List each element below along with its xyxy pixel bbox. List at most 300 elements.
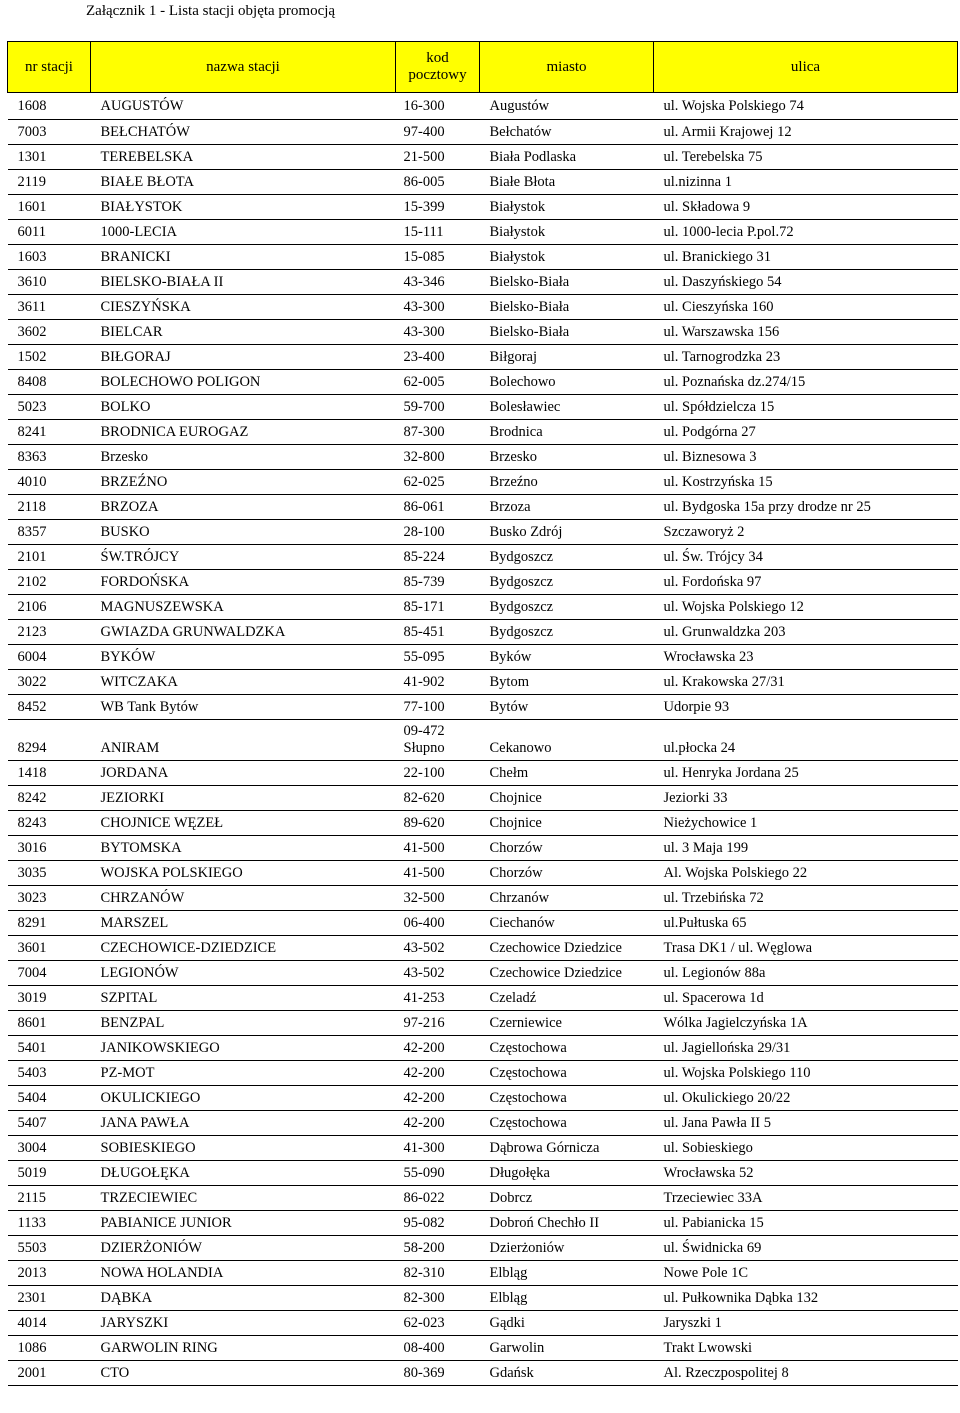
miasto-cell: Bydgoszcz <box>480 620 654 645</box>
nr-stacji-cell: 8243 <box>8 811 91 836</box>
ulica-cell: ul. Kostrzyńska 15 <box>654 470 958 495</box>
miasto-cell: Garwolin <box>480 1336 654 1361</box>
header-kod-line2: pocztowy <box>408 67 467 83</box>
kod-pocztowy-cell: 42-200 <box>396 1036 480 1061</box>
miasto-cell: Dzierżoniów <box>480 1236 654 1261</box>
kod-pocztowy-cell: 97-400 <box>396 120 480 145</box>
miasto-cell: Brzoza <box>480 495 654 520</box>
nazwa-stacji-cell: FORDOŃSKA <box>91 570 396 595</box>
nazwa-stacji-cell: JANIKOWSKIEGO <box>91 1036 396 1061</box>
nr-stacji-cell: 5023 <box>8 395 91 420</box>
kod-pocztowy-cell: 85-224 <box>396 545 480 570</box>
kod-pocztowy-cell: 62-005 <box>396 370 480 395</box>
ulica-cell: ul. Branickiego 31 <box>654 245 958 270</box>
ulica-cell: ul. Poznańska dz.274/15 <box>654 370 958 395</box>
table-row <box>8 470 958 495</box>
nazwa-stacji-cell: DĄBKA <box>91 1286 396 1311</box>
miasto-cell: Czechowice Dziedzice <box>480 961 654 986</box>
miasto-cell: Biłgoraj <box>480 345 654 370</box>
nr-stacji-cell: 4010 <box>8 470 91 495</box>
table-row <box>8 545 958 570</box>
nr-stacji-cell: 2013 <box>8 1261 91 1286</box>
nr-stacji-cell: 3022 <box>8 670 91 695</box>
kod-pocztowy-cell: 41-300 <box>396 1136 480 1161</box>
ulica-cell: ul.Pułtuska 65 <box>654 911 958 936</box>
miasto-cell: Byków <box>480 645 654 670</box>
miasto-cell: Cekanowo <box>480 720 654 761</box>
nazwa-stacji-cell: OKULICKIEGO <box>91 1086 396 1111</box>
nr-stacji-cell: 5407 <box>8 1111 91 1136</box>
nazwa-stacji-cell: CIESZYŃSKA <box>91 295 396 320</box>
nazwa-stacji-cell: GARWOLIN RING <box>91 1336 396 1361</box>
ulica-cell: ul. Trzebińska 72 <box>654 886 958 911</box>
miasto-cell: Chorzów <box>480 836 654 861</box>
kod-pocztowy-cell: 21-500 <box>396 145 480 170</box>
miasto-cell: Bielsko-Biała <box>480 270 654 295</box>
ulica-cell: ul. Św. Trójcy 34 <box>654 545 958 570</box>
nr-stacji-cell: 2001 <box>8 1361 91 1386</box>
page-title: Załącznik 1 - Lista stacji objęta promocją <box>86 3 336 19</box>
nr-stacji-cell: 8408 <box>8 370 91 395</box>
table-row <box>8 1361 958 1386</box>
miasto-cell: Białystok <box>480 195 654 220</box>
ulica-cell: Nowe Pole 1C <box>654 1261 958 1286</box>
ulica-cell: Trakt Lwowski <box>654 1336 958 1361</box>
nazwa-stacji-cell: BEŁCHATÓW <box>91 120 396 145</box>
nazwa-stacji-cell: BOLKO <box>91 395 396 420</box>
header-ulica: ulica <box>654 42 958 93</box>
nr-stacji-cell: 7004 <box>8 961 91 986</box>
table-row <box>8 1086 958 1111</box>
nr-stacji-cell: 1301 <box>8 145 91 170</box>
ulica-cell: ul. Bydgoska 15a przy drodze nr 25 <box>654 495 958 520</box>
nr-stacji-cell: 8452 <box>8 695 91 720</box>
miasto-cell: Białystok <box>480 245 654 270</box>
nr-stacji-cell: 1601 <box>8 195 91 220</box>
nazwa-stacji-cell: TRZECIEWIEC <box>91 1186 396 1211</box>
kod-pocztowy-cell: 23-400 <box>396 345 480 370</box>
table-row <box>8 911 958 936</box>
nazwa-stacji-cell: WB Tank Bytów <box>91 695 396 720</box>
table-row <box>8 886 958 911</box>
nr-stacji-cell: 2101 <box>8 545 91 570</box>
kod-pocztowy-cell: 62-025 <box>396 470 480 495</box>
ulica-cell: ul. Henryka Jordana 25 <box>654 761 958 786</box>
miasto-cell: Częstochowa <box>480 1086 654 1111</box>
table-row <box>8 395 958 420</box>
miasto-cell: Ciechanów <box>480 911 654 936</box>
ulica-cell: ul. Wojska Polskiego 74 <box>654 93 958 120</box>
kod-pocztowy-cell: 15-085 <box>396 245 480 270</box>
nazwa-stacji-cell: MAGNUSZEWSKA <box>91 595 396 620</box>
nr-stacji-cell: 1603 <box>8 245 91 270</box>
miasto-cell: Białe Błota <box>480 170 654 195</box>
miasto-cell: Czerniewice <box>480 1011 654 1036</box>
nazwa-stacji-cell: CHOJNICE WĘZEŁ <box>91 811 396 836</box>
table-row <box>8 1286 958 1311</box>
ulica-cell: ul. Świdnicka 69 <box>654 1236 958 1261</box>
table-row <box>8 645 958 670</box>
table-row <box>8 1136 958 1161</box>
ulica-cell: ul. Sobieskiego <box>654 1136 958 1161</box>
header-nazwa-stacji: nazwa stacji <box>91 42 396 93</box>
table-row <box>8 1161 958 1186</box>
table-row <box>8 1036 958 1061</box>
nazwa-stacji-cell: WITCZAKA <box>91 670 396 695</box>
nazwa-stacji-cell: MARSZEL <box>91 911 396 936</box>
kod-pocztowy-cell: 43-300 <box>396 295 480 320</box>
nr-stacji-cell: 2102 <box>8 570 91 595</box>
nr-stacji-cell: 6004 <box>8 645 91 670</box>
ulica-cell: Trasa DK1 / ul. Węglowa <box>654 936 958 961</box>
nr-stacji-cell: 2123 <box>8 620 91 645</box>
nazwa-stacji-cell: JANA PAWŁA <box>91 1111 396 1136</box>
miasto-cell: Częstochowa <box>480 1111 654 1136</box>
kod-pocztowy-cell: 82-620 <box>396 786 480 811</box>
nazwa-stacji-cell: TEREBELSKA <box>91 145 396 170</box>
ulica-cell: ul. 3 Maja 199 <box>654 836 958 861</box>
ulica-cell: ul. Daszyńskiego 54 <box>654 270 958 295</box>
nr-stacji-cell: 3610 <box>8 270 91 295</box>
ulica-cell: ul. Krakowska 27/31 <box>654 670 958 695</box>
table-row <box>8 936 958 961</box>
kod-pocztowy-cell: 86-005 <box>396 170 480 195</box>
miasto-cell: Elbląg <box>480 1261 654 1286</box>
ulica-cell: ul. Okulickiego 20/22 <box>654 1086 958 1111</box>
miasto-cell: Bytom <box>480 670 654 695</box>
nazwa-stacji-cell: ŚW.TRÓJCY <box>91 545 396 570</box>
ulica-cell: ul. Fordońska 97 <box>654 570 958 595</box>
kod-pocztowy-cell: 06-400 <box>396 911 480 936</box>
kod-pocztowy-cell: 43-502 <box>396 961 480 986</box>
miasto-cell: Busko Zdrój <box>480 520 654 545</box>
nazwa-stacji-cell: 1000-LECIA <box>91 220 396 245</box>
miasto-cell: Elbląg <box>480 1286 654 1311</box>
nazwa-stacji-cell: ANIRAM <box>91 720 396 761</box>
nr-stacji-cell: 6011 <box>8 220 91 245</box>
kod-pocztowy-cell: 42-200 <box>396 1086 480 1111</box>
ulica-cell: ul. 1000-lecia P.pol.72 <box>654 220 958 245</box>
nr-stacji-cell: 8294 <box>8 720 91 761</box>
table-row <box>8 445 958 470</box>
nr-stacji-cell: 3602 <box>8 320 91 345</box>
miasto-cell: Chojnice <box>480 811 654 836</box>
ulica-cell: ul.płocka 24 <box>654 720 958 761</box>
ulica-cell: Al. Wojska Polskiego 22 <box>654 861 958 886</box>
nazwa-stacji-cell: CHRZANÓW <box>91 886 396 911</box>
kod-pocztowy-cell: 22-100 <box>396 761 480 786</box>
kod-pocztowy-cell: 86-022 <box>396 1186 480 1211</box>
miasto-cell: Bytów <box>480 695 654 720</box>
nazwa-stacji-cell: Brzesko <box>91 445 396 470</box>
miasto-cell: Chojnice <box>480 786 654 811</box>
miasto-cell: Długołęka <box>480 1161 654 1186</box>
miasto-cell: Bydgoszcz <box>480 595 654 620</box>
miasto-cell: Czeladź <box>480 986 654 1011</box>
ulica-cell: ul. Wojska Polskiego 110 <box>654 1061 958 1086</box>
miasto-cell: Bielsko-Biała <box>480 295 654 320</box>
table-row <box>8 295 958 320</box>
table-row <box>8 670 958 695</box>
ulica-cell: ul. Tarnogrodzka 23 <box>654 345 958 370</box>
ulica-cell: ul. Spacerowa 1d <box>654 986 958 1011</box>
table-row <box>8 620 958 645</box>
table-row <box>8 270 958 295</box>
nr-stacji-cell: 8601 <box>8 1011 91 1036</box>
ulica-cell: ul. Jana Pawła II 5 <box>654 1111 958 1136</box>
table-row <box>8 986 958 1011</box>
miasto-cell: Białystok <box>480 220 654 245</box>
nazwa-stacji-cell: NOWA HOLANDIA <box>91 1261 396 1286</box>
kod-pocztowy-cell: 41-902 <box>396 670 480 695</box>
nr-stacji-cell: 3035 <box>8 861 91 886</box>
miasto-cell: Bydgoszcz <box>480 545 654 570</box>
nr-stacji-cell: 1502 <box>8 345 91 370</box>
nazwa-stacji-cell: BIELSKO-BIAŁA II <box>91 270 396 295</box>
kod-pocztowy-cell: 43-300 <box>396 320 480 345</box>
table-row <box>8 345 958 370</box>
miasto-cell: Chrzanów <box>480 886 654 911</box>
table-row <box>8 1111 958 1136</box>
kod-pocztowy-cell: 15-111 <box>396 220 480 245</box>
nr-stacji-cell: 5019 <box>8 1161 91 1186</box>
nr-stacji-cell: 8363 <box>8 445 91 470</box>
nazwa-stacji-cell: SOBIESKIEGO <box>91 1136 396 1161</box>
table-row <box>8 811 958 836</box>
miasto-cell: Gądki <box>480 1311 654 1336</box>
kod-pocztowy-cell: 89-620 <box>396 811 480 836</box>
ulica-cell: ul. Pabianicka 15 <box>654 1211 958 1236</box>
ulica-cell: ul. Cieszyńska 160 <box>654 295 958 320</box>
ulica-cell: Jeziorki 33 <box>654 786 958 811</box>
nr-stacji-cell: 3611 <box>8 295 91 320</box>
kod-pocztowy-cell: 77-100 <box>396 695 480 720</box>
table-row <box>8 145 958 170</box>
kod-pocztowy-cell: 85-739 <box>396 570 480 595</box>
nr-stacji-cell: 4014 <box>8 1311 91 1336</box>
ulica-cell: ul. Pułkownika Dąbka 132 <box>654 1286 958 1311</box>
kod-pocztowy-cell: 43-346 <box>396 270 480 295</box>
miasto-cell: Bełchatów <box>480 120 654 145</box>
header-nr-stacji: nr stacji <box>8 42 91 93</box>
nazwa-stacji-cell: DŁUGOŁĘKA <box>91 1161 396 1186</box>
miasto-cell: Częstochowa <box>480 1036 654 1061</box>
kod-pocztowy-cell: 58-200 <box>396 1236 480 1261</box>
ulica-cell: ul. Wojska Polskiego 12 <box>654 595 958 620</box>
nazwa-stacji-cell: PABIANICE JUNIOR <box>91 1211 396 1236</box>
kod-pocztowy-cell: 15-399 <box>396 195 480 220</box>
nr-stacji-cell: 2106 <box>8 595 91 620</box>
nazwa-stacji-cell: BRZEŹNO <box>91 470 396 495</box>
nr-stacji-cell: 2118 <box>8 495 91 520</box>
miasto-cell: Bolechowo <box>480 370 654 395</box>
nr-stacji-cell: 8357 <box>8 520 91 545</box>
nr-stacji-cell: 8242 <box>8 786 91 811</box>
nr-stacji-cell: 5404 <box>8 1086 91 1111</box>
header-kod-line1: kod <box>426 50 449 66</box>
miasto-cell: Czechowice Dziedzice <box>480 936 654 961</box>
nazwa-stacji-cell: JORDANA <box>91 761 396 786</box>
table-row <box>8 1211 958 1236</box>
kod-pocztowy-cell: 32-800 <box>396 445 480 470</box>
table-row <box>8 961 958 986</box>
kod-pocztowy-cell: 16-300 <box>396 93 480 120</box>
miasto-cell: Brzesko <box>480 445 654 470</box>
miasto-cell: Augustów <box>480 93 654 120</box>
ulica-cell: ul. Podgórna 27 <box>654 420 958 445</box>
ulica-cell: Nieżychowice 1 <box>654 811 958 836</box>
ulica-cell: ul. Grunwaldzka 203 <box>654 620 958 645</box>
table-row <box>8 195 958 220</box>
nr-stacji-cell: 8241 <box>8 420 91 445</box>
kod-pocztowy-cell: 55-090 <box>396 1161 480 1186</box>
kod-pocztowy-cell: 85-451 <box>396 620 480 645</box>
miasto-cell: Brzeźno <box>480 470 654 495</box>
table-row <box>8 1061 958 1086</box>
kod-pocztowy-cell: 41-253 <box>396 986 480 1011</box>
nazwa-stacji-cell: BIELCAR <box>91 320 396 345</box>
kod-pocztowy-cell: 62-023 <box>396 1311 480 1336</box>
table-row <box>8 595 958 620</box>
table-row <box>8 420 958 445</box>
table-row <box>8 786 958 811</box>
ulica-cell: ul. Biznesowa 3 <box>654 445 958 470</box>
miasto-cell: Bydgoszcz <box>480 570 654 595</box>
nazwa-stacji-cell: CTO <box>91 1361 396 1386</box>
nr-stacji-cell: 3019 <box>8 986 91 1011</box>
kod-pocztowy-cell: 86-061 <box>396 495 480 520</box>
table-row <box>8 720 958 761</box>
nr-stacji-cell: 7003 <box>8 120 91 145</box>
nazwa-stacji-cell: BRANICKI <box>91 245 396 270</box>
nazwa-stacji-cell: BRODNICA EUROGAZ <box>91 420 396 445</box>
table-row <box>8 1336 958 1361</box>
kod-pocztowy-cell: 28-100 <box>396 520 480 545</box>
table-row <box>8 245 958 270</box>
kod-pocztowy-cell: 41-500 <box>396 836 480 861</box>
nazwa-stacji-cell: BIAŁE BŁOTA <box>91 170 396 195</box>
table-row <box>8 1261 958 1286</box>
table-row <box>8 1011 958 1036</box>
nr-stacji-cell: 1133 <box>8 1211 91 1236</box>
nazwa-stacji-cell: BYKÓW <box>91 645 396 670</box>
nr-stacji-cell: 1608 <box>8 93 91 120</box>
ulica-cell: Wrocławska 52 <box>654 1161 958 1186</box>
kod-pocztowy-cell: 95-082 <box>396 1211 480 1236</box>
ulica-cell: ul. Spółdzielcza 15 <box>654 395 958 420</box>
nazwa-stacji-cell: JEZIORKI <box>91 786 396 811</box>
nazwa-stacji-cell: BIŁGORAJ <box>91 345 396 370</box>
table-row <box>8 93 958 120</box>
table-row <box>8 861 958 886</box>
kod-pocztowy-cell: 42-200 <box>396 1061 480 1086</box>
kod-pocztowy-cell: 09-472 Słupno <box>396 720 480 761</box>
kod-pocztowy-cell: 87-300 <box>396 420 480 445</box>
table-row <box>8 1311 958 1336</box>
table-row <box>8 1236 958 1261</box>
ulica-cell: ul. Jagiellońska 29/31 <box>654 1036 958 1061</box>
ulica-cell: ul.nizinna 1 <box>654 170 958 195</box>
kod-pocztowy-cell: 08-400 <box>396 1336 480 1361</box>
nr-stacji-cell: 2115 <box>8 1186 91 1211</box>
nazwa-stacji-cell: GWIAZDA GRUNWALDZKA <box>91 620 396 645</box>
ulica-cell: ul. Warszawska 156 <box>654 320 958 345</box>
kod-pocztowy-cell: 41-500 <box>396 861 480 886</box>
nr-stacji-cell: 1086 <box>8 1336 91 1361</box>
kod-pocztowy-cell: 42-200 <box>396 1111 480 1136</box>
miasto-cell: Bolesławiec <box>480 395 654 420</box>
nazwa-stacji-cell: LEGIONÓW <box>91 961 396 986</box>
kod-pocztowy-cell: 43-502 <box>396 936 480 961</box>
ulica-cell: ul. Terebelska 75 <box>654 145 958 170</box>
nazwa-stacji-cell: AUGUSTÓW <box>91 93 396 120</box>
nr-stacji-cell: 3023 <box>8 886 91 911</box>
nazwa-stacji-cell: JARYSZKI <box>91 1311 396 1336</box>
nazwa-stacji-cell: SZPITAL <box>91 986 396 1011</box>
table-row <box>8 570 958 595</box>
ulica-cell: Udorpie 93 <box>654 695 958 720</box>
table-row <box>8 1186 958 1211</box>
table-header-row <box>8 42 958 93</box>
kod-pocztowy-cell: 82-310 <box>396 1261 480 1286</box>
table-row <box>8 695 958 720</box>
table-row <box>8 370 958 395</box>
nr-stacji-cell: 3004 <box>8 1136 91 1161</box>
miasto-cell: Dobroń Chechło II <box>480 1211 654 1236</box>
nazwa-stacji-cell: WOJSKA POLSKIEGO <box>91 861 396 886</box>
ulica-cell: ul. Legionów 88a <box>654 961 958 986</box>
miasto-cell: Dąbrowa Górnicza <box>480 1136 654 1161</box>
nazwa-stacji-cell: BOLECHOWO POLIGON <box>91 370 396 395</box>
miasto-cell: Częstochowa <box>480 1061 654 1086</box>
kod-pocztowy-cell: 59-700 <box>396 395 480 420</box>
ulica-cell: Al. Rzeczpospolitej 8 <box>654 1361 958 1386</box>
table-row <box>8 320 958 345</box>
table-row <box>8 495 958 520</box>
nr-stacji-cell: 5401 <box>8 1036 91 1061</box>
kod-pocztowy-cell: 85-171 <box>396 595 480 620</box>
header-kod-pocztowy <box>396 42 480 93</box>
kod-pocztowy-cell: 32-500 <box>396 886 480 911</box>
miasto-cell: Biała Podlaska <box>480 145 654 170</box>
ulica-cell: ul. Armii Krajowej 12 <box>654 120 958 145</box>
kod-pocztowy-cell: 97-216 <box>396 1011 480 1036</box>
nazwa-stacji-cell: BYTOMSKA <box>91 836 396 861</box>
nr-stacji-cell: 3601 <box>8 936 91 961</box>
miasto-cell: Brodnica <box>480 420 654 445</box>
miasto-cell: Bielsko-Biała <box>480 320 654 345</box>
table-row <box>8 170 958 195</box>
table-row <box>8 836 958 861</box>
ulica-cell: Jaryszki 1 <box>654 1311 958 1336</box>
nr-stacji-cell: 5403 <box>8 1061 91 1086</box>
ulica-cell: Szczaworyż 2 <box>654 520 958 545</box>
table-row <box>8 120 958 145</box>
kod-pocztowy-cell: 55-095 <box>396 645 480 670</box>
ulica-cell: Trzeciewiec 33A <box>654 1186 958 1211</box>
kod-pocztowy-cell: 82-300 <box>396 1286 480 1311</box>
nr-stacji-cell: 8291 <box>8 911 91 936</box>
nazwa-stacji-cell: BRZOZA <box>91 495 396 520</box>
nazwa-stacji-cell: DZIERŻONIÓW <box>91 1236 396 1261</box>
table-row <box>8 761 958 786</box>
nazwa-stacji-cell: BUSKO <box>91 520 396 545</box>
kod-pocztowy-cell: 80-369 <box>396 1361 480 1386</box>
header-miasto: miasto <box>480 42 654 93</box>
nazwa-stacji-cell: CZECHOWICE-DZIEDZICE <box>91 936 396 961</box>
nr-stacji-cell: 5503 <box>8 1236 91 1261</box>
nr-stacji-cell: 2301 <box>8 1286 91 1311</box>
